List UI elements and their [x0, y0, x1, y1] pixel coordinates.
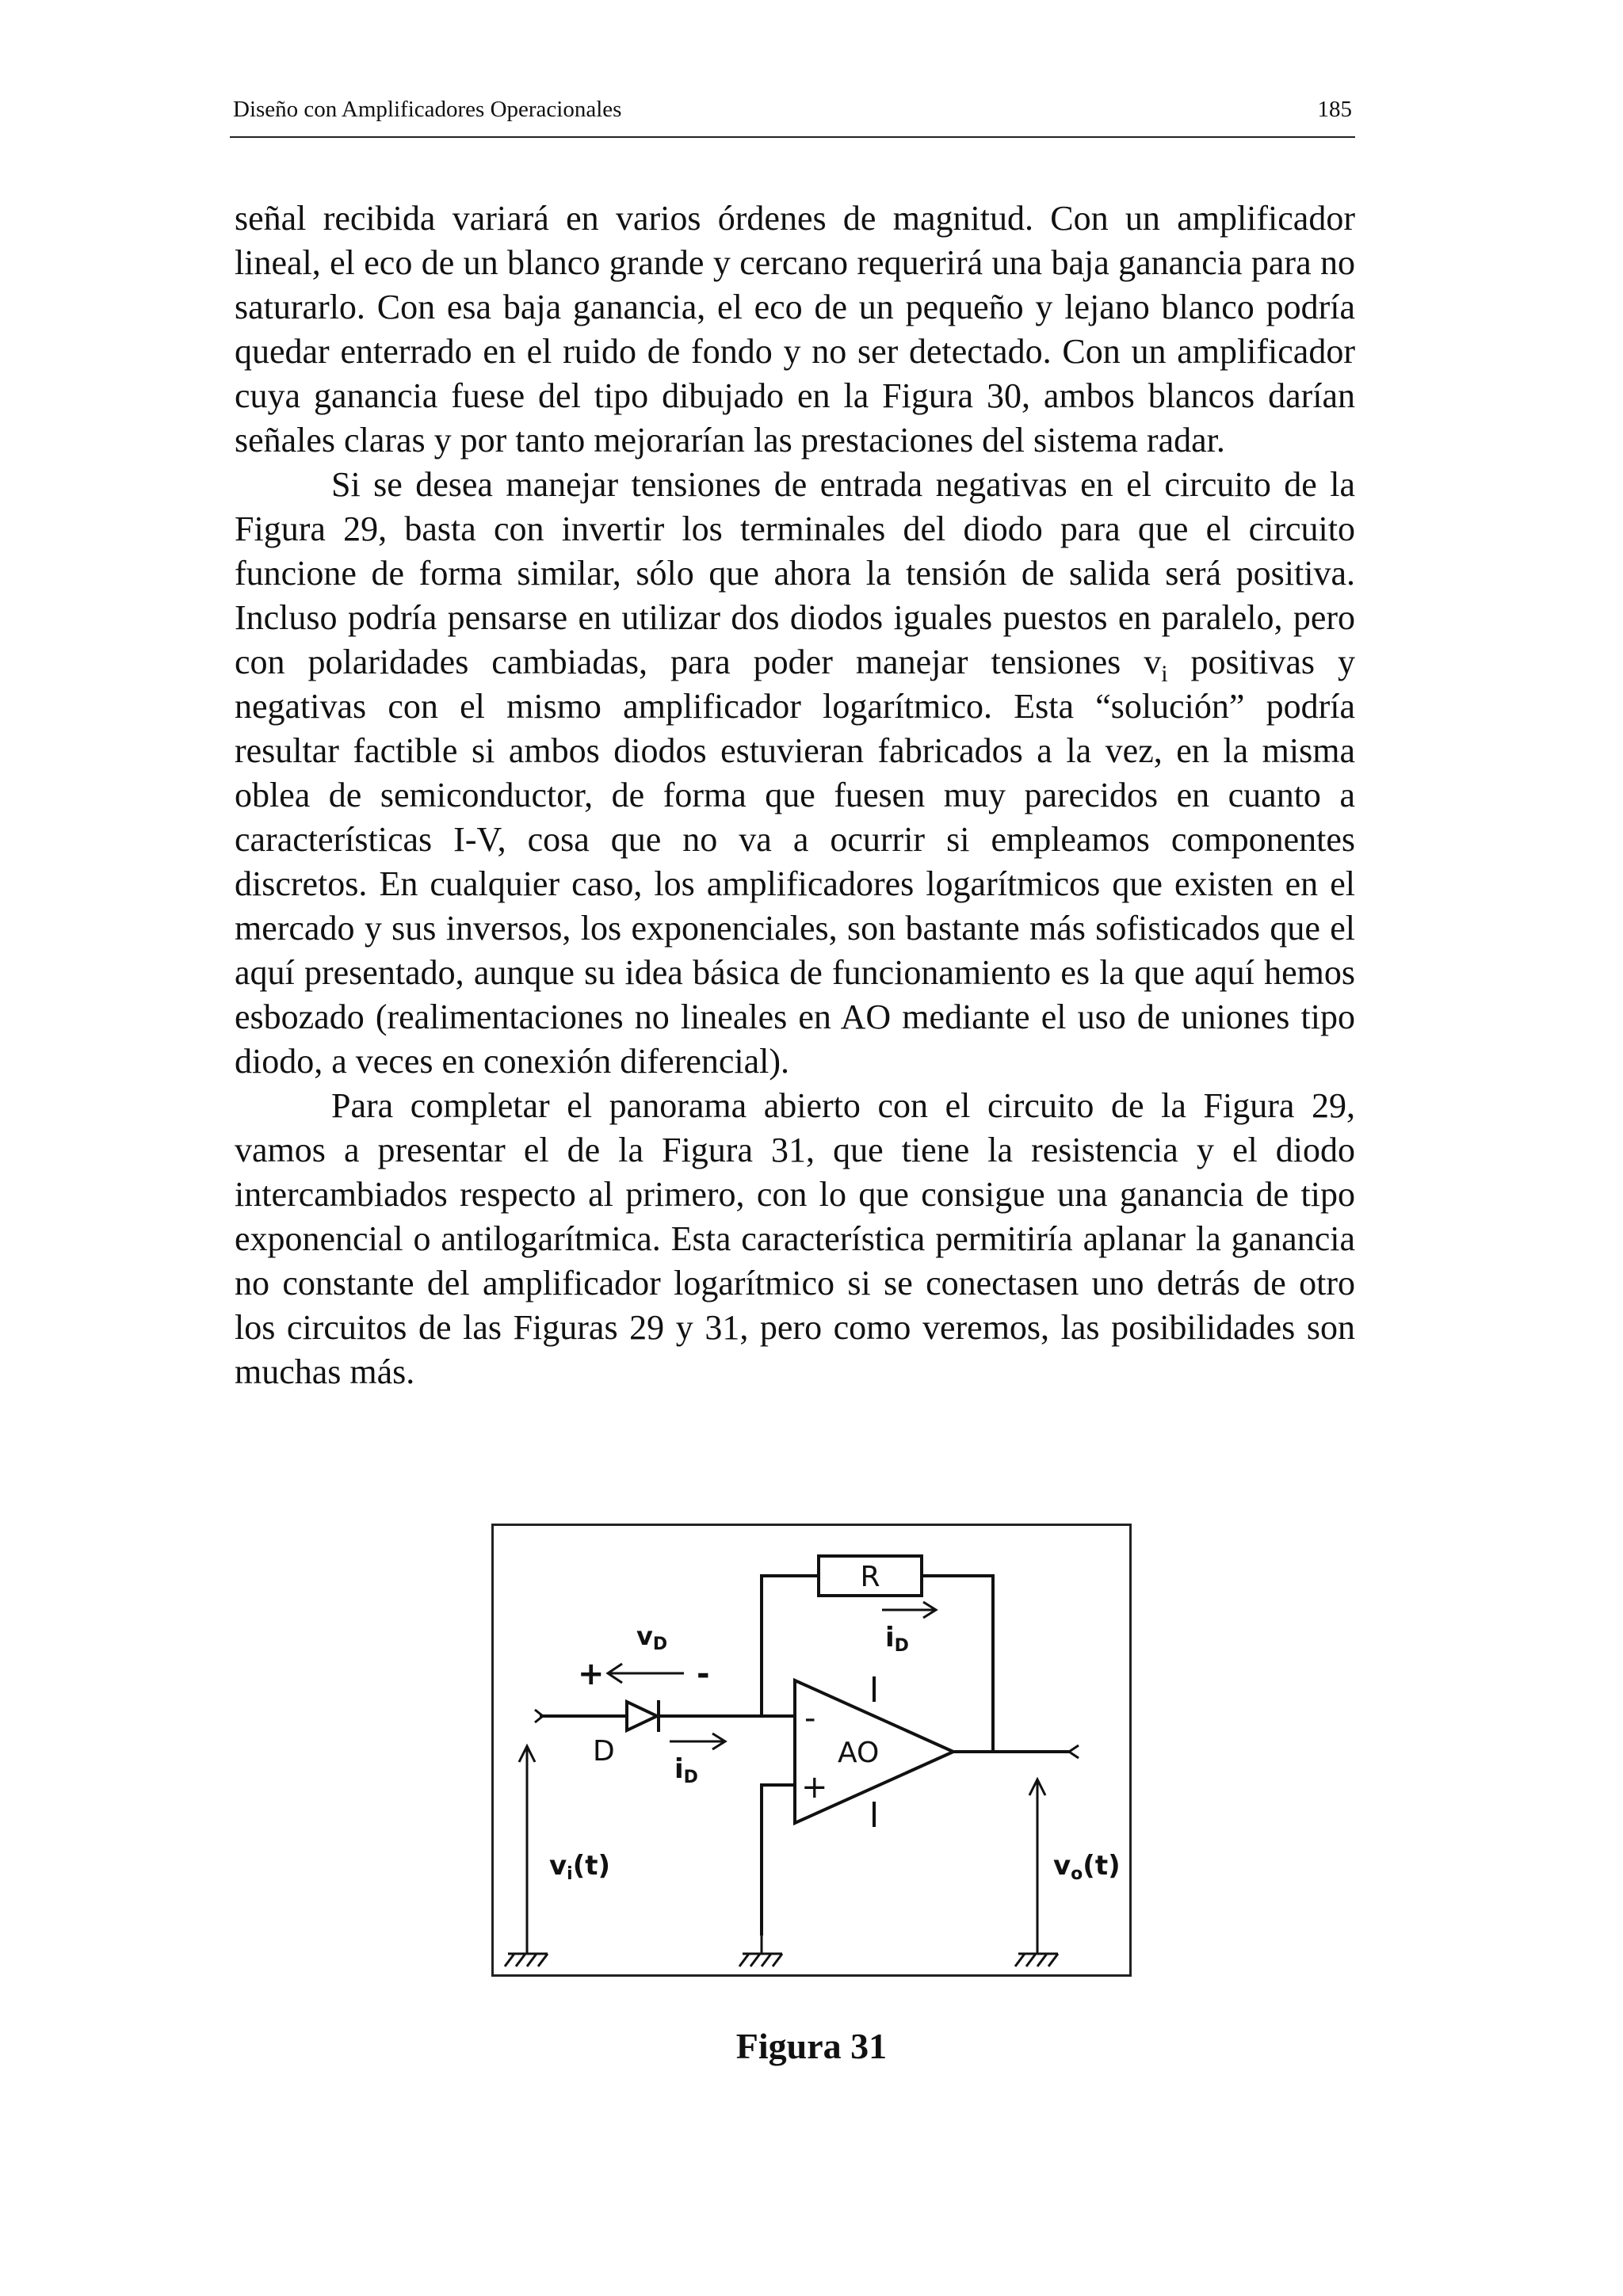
paragraph [235, 1084, 1355, 1394]
vd-label: vD [636, 1621, 668, 1654]
subscript: i [1161, 660, 1168, 687]
opamp-inverting-sign: - [804, 1700, 816, 1737]
figure-31-circuit [491, 1524, 1132, 1977]
opamp-label: AO [838, 1737, 880, 1769]
vi-label: vi(t) [549, 1850, 611, 1884]
id-arrow-resistor [882, 1602, 936, 1618]
noninverting-ground-wire [762, 1785, 795, 1934]
diode-symbol [627, 1702, 657, 1730]
output-terminal [1069, 1745, 1079, 1758]
vi-arrow [519, 1746, 535, 1934]
text-run: Si se desea manejar tensiones de entrada negativas en el circuito de la Figura 29, basta con invertir los terminales del diodo para que el circuito funcione de forma similar, sólo que ahora la tensión de salida será positiva. Incluso podría pensarse en utilizar dos diodos iguales puestos en paralelo, pero con polaridades cambiadas, para poder manejar tensiones v [235, 465, 1355, 681]
vo-arrow [1029, 1779, 1045, 1934]
id-label-diode: iD [674, 1753, 698, 1787]
ground-symbol-output [1015, 1934, 1058, 1966]
text-run: Para completar el panorama abierto con el circuito de la Figura 29, vamos a presentar el de la Figura 31, que tiene la resistencia y el diodo intercambiados respecto al primero, con lo que consigue una ganancia de tipo exponencial o antilogarítmica. Esta característica permitiría aplanar la ganancia no constante del amplificador logarítmico si se conectasen uno detrás de otro los circuitos de las Figuras 29 y 31, pero como veremos, las posibilidades son muchas más. [235, 1086, 1355, 1391]
vd-arrow [608, 1664, 684, 1683]
text-run: señal recibida variará en varios órdenes de magnitud. Con un amplificador lineal, el eco de un blanco grande y cercano requerirá una baja ganancia para no saturarlo. Con esa baja ganancia, el eco de un pequeño y lejano blanco podría quedar enterrado en el ruido de fondo y no ser detectado. Con un amplificador cuya ganancia fuese del tipo dibujado en la Figura 30, ambos blancos darían señales claras y por tanto mejorarían las prestaciones del sistema radar. [235, 199, 1355, 460]
vd-minus-sign: - [697, 1656, 710, 1692]
ground-symbol-opamp [739, 1934, 782, 1966]
resistor-label: R [860, 1561, 880, 1593]
book-title: Diseño con Amplificadores Operacionales [233, 97, 622, 122]
paragraph [235, 463, 1355, 1084]
figure-caption: Figura 31 [735, 2026, 888, 2066]
page-number: 185 [1317, 97, 1352, 122]
running-header [230, 93, 1355, 138]
id-label-resistor: iD [885, 1622, 909, 1656]
diode-label: D [593, 1735, 615, 1768]
id-arrow-diode [670, 1733, 725, 1749]
opamp-noninverting-sign: + [801, 1769, 828, 1806]
text-run: positivas y negativas con el mismo amplificador logarítmico. Esta “solución” podría resultar factible si ambos diodos estuvieran fabricados a la vez, en la misma oblea de semiconductor, de forma que fuesen muy parecidos en cuanto a características I-V, cosa que no va a ocurrir si empleamos componentes discretos. En cualquier caso, los amplificadores logarítmicos que existen en el mercado y sus inversos, los exponenciales, son bastante más sofisticados que el aquí presentado, aunque su idea básica de funcionamiento es la que aquí hemos esbozado (realimentaciones no lineales en AO mediante el uso de uniones tipo diodo, a veces en conexión diferencial). [235, 643, 1355, 1081]
exponential-amplifier-schematic [494, 1526, 1129, 1974]
vd-plus-sign: + [578, 1656, 605, 1692]
input-terminal [535, 1710, 543, 1722]
ground-symbol-input [505, 1934, 548, 1966]
body-text [235, 196, 1355, 1394]
paragraph [235, 196, 1355, 463]
feedback-wire-right [922, 1576, 993, 1752]
vo-label: vo(t) [1053, 1850, 1121, 1884]
